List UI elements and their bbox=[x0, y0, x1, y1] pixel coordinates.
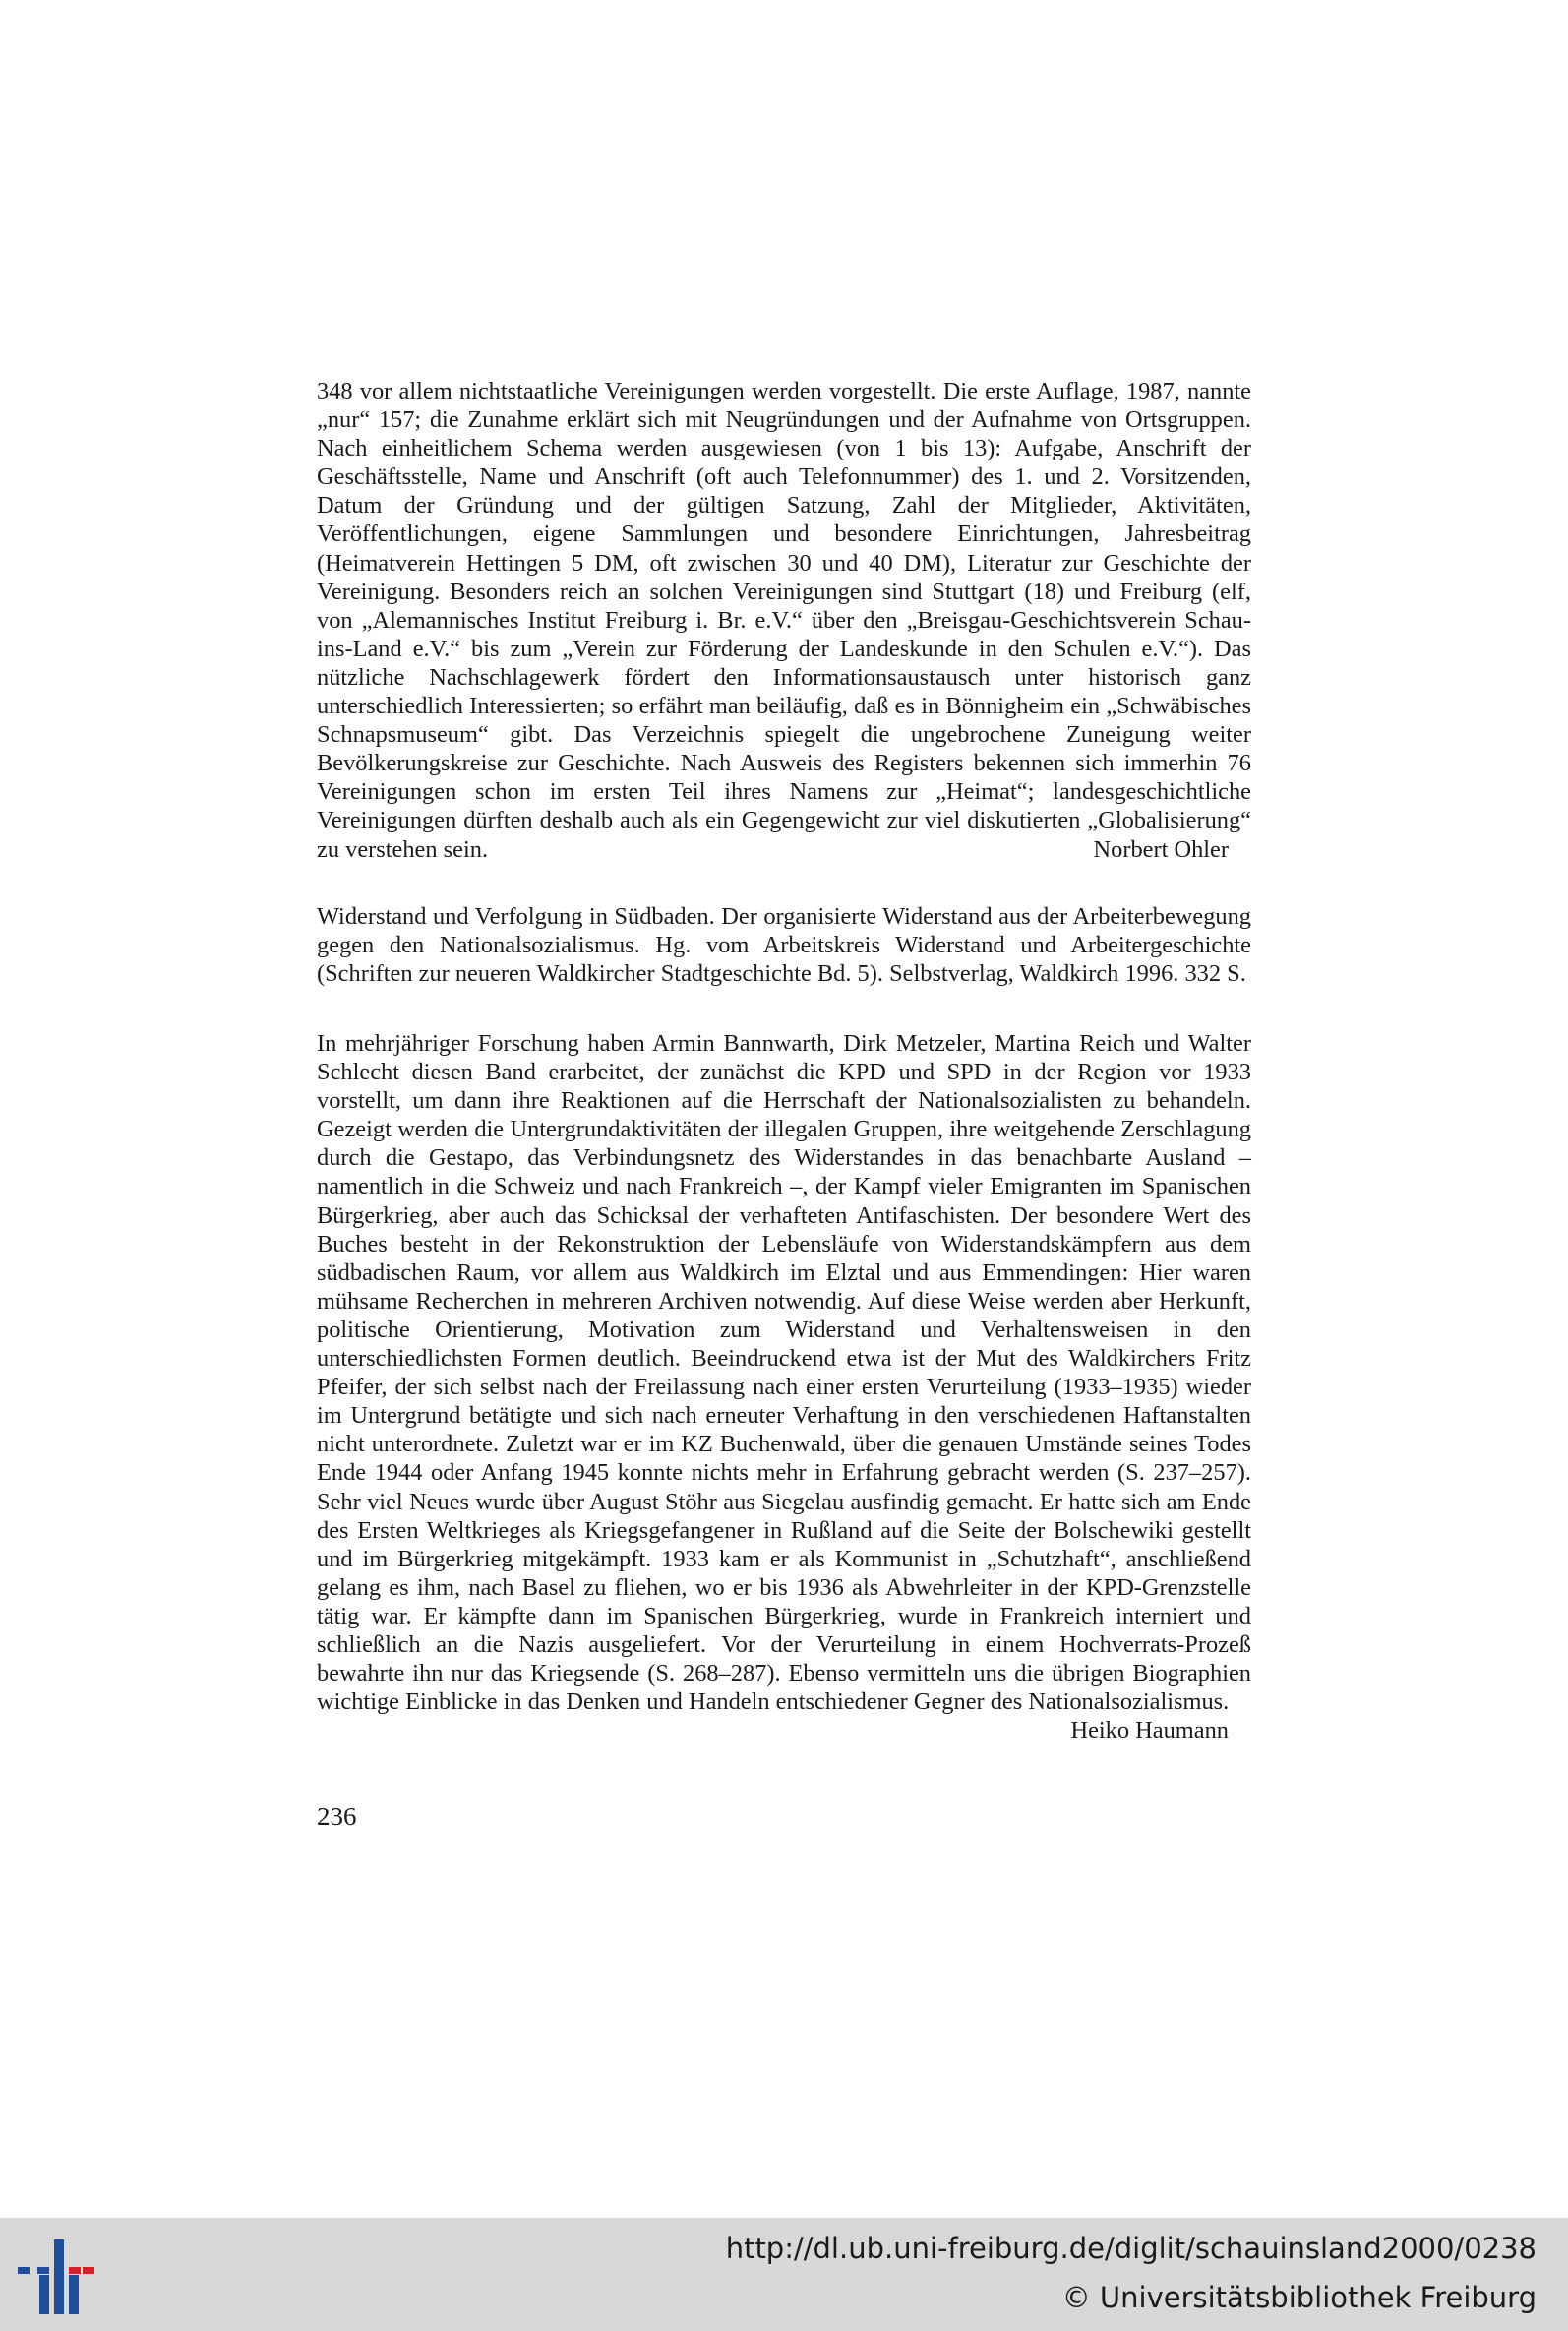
copyright-notice: © Universitätsbibliothek Freiburg bbox=[1061, 2281, 1537, 2314]
bibliography-entry: Widerstand und Verfolgung in Südbaden. Der organisierte Widerstand aus der Arbeiterbewegung gegen den Nationalsozialismus. Hg. vom Arbeitskreis Widerstand und Arbeitergeschichte (Schriften zur neueren Waldkircher Stadtgeschichte Bd. 5). Selbstverlag, Waldkirch 1996. 332 S. bbox=[317, 903, 1251, 988]
review-text: In mehrjähriger Forschung haben Armin Bannwarth, Dirk Metzeler, Martina Reich und Walter Schlecht diesen Band erarbeitet, der zunächst die KPD und SPD in der Region vor 1933 vorstellt, um dann ihre Reaktionen auf die Herrschaft der Nationalsozialisten zu behandeln. Gezeigt werden die Untergrundaktivitäten der illegalen Gruppen, ihre weitgehende Zerschlagung durch die Gestapo, das Verbindungsnetz des Widerstandes in das benachbarte Ausland – namentlich in die Schweiz und nach Frankreich –, der Kampf vieler Emigranten im Spanischen Bürgerkrieg, aber auch das Schicksal der verhafteten Antifaschisten. Der besondere Wert des Buches besteht in der Rekonstruktion der Lebensläufe von Widerstandskämpfern aus dem südbadischen Raum, vor allem aus Waldkirch im Elztal und aus Emmendingen: Hier waren mühsame Recherchen in mehreren Archiven notwendig. Auf diese Weise werden aber Herkunft, politische Orientierung, Motivation zum Widerstand und Verhaltensweisen in den unterschiedlichsten Formen deutlich. Beeindruckend etwa ist der Mut des Waldkirchers Fritz Pfeifer, der sich selbst nach der Freilassung nach einer ersten Verurteilung (1933–1935) wieder im Untergrund betätigte und sich nach erneuter Verhaftung in den verschiedenen Haftanstalten nicht unterordnete. Zuletzt war er im KZ Buchenwald, über die genauen Umstände seines Todes Ende 1944 oder Anfang 1945 konnte nichts mehr in Erfahrung gebracht werden (S. 237–257). Sehr viel Neues wurde über August Stöhr aus Siegelau ausfindig gemacht. Er hatte sich am Ende des Ersten Weltkrieges als Kriegsgefangener in Rußland auf die Seite der Bolschewiki gestellt und im Bürgerkrieg mitgekämpft. 1933 kam er als Kommunist in „Schutzhaft“, anschließend gelang es ihm, nach Basel zu fliehen, wo er bis 1936 als Abwehrleiter in der KPD-Grenzstelle tätig war. Er kämpfte dann im Spanischen Bürgerkrieg, wurde in Frankreich interniert und schließlich an die Nazis ausgeliefert. Vor der Verurteilung in einem Hochverrats-Prozeß bewahrte ihn nur das Kriegsende (S. 268–287). Ebenso vermitteln uns die übrigen Biographien wichtige Einblicke in das Denken und Handeln entschiedener Gegner des Nationalsozialismus. bbox=[317, 1030, 1251, 1716]
review-body bbox=[317, 377, 1251, 864]
source-url-link[interactable]: http://dl.ub.uni-freiburg.de/diglit/schauinsland2000/0238 bbox=[725, 2232, 1537, 2265]
review-body bbox=[317, 1029, 1251, 1745]
footer-bar bbox=[0, 2218, 1568, 2331]
page-number: 236 bbox=[317, 1802, 357, 1831]
review-text: 348 vor allem nichtstaatliche Vereinigungen werden vorgestellt. Die erste Auflage, 1987, nannte „nur“ 157; die Zunahme erklärt sich mit Neugründungen und der Aufnahme von Ortsgruppen. Nach einheitlichem Schema werden ausgewiesen (von 1 bis 13): Aufgabe, Anschrift der Geschäftsstelle, Name und Anschrift (oft auch Telefonnummer) des 1. und 2. Vorsitzenden, Datum der Gründung und der gültigen Satzung, Zahl der Mitglieder, Aktivitäten, Veröffentlichungen, eigene Sammlungen und besondere Einrichtungen, Jahresbeitrag (Heimatverein Hettingen 5 DM, oft zwischen 30 und 40 DM), Literatur zur Geschichte der Vereinigung. Besonders reich an solchen Vereinigungen sind Stuttgart (18) und Freiburg (elf, von „Alemannisches Institut Freiburg i. Br. e.V.“ über den „Breisgau-Geschichtsverein Schau-ins-Land e.V.“ bis zum „Verein zur Förderung der Landeskunde in den Schulen e.V.“). Das nützliche Nachschlagewerk fördert den Informationsaustausch unter historisch ganz unterschiedlich Interessierten; so erfährt man beiläufig, daß es in Bönnigheim ein „Schwäbisches Schnapsmuseum“ gibt. Das Verzeichnis spiegelt die ungebrochene Zuneigung weiter Bevölkerungskreise zur Geschichte. Nach Ausweis des Registers bekennen sich immerhin 76 Vereinigungen schon im ersten Teil ihres Namens zur „Heimat“; landesgeschichtliche Vereinigungen dürften deshalb auch als ein Gegengewicht zur viel diskutierten „Globalisierung“ zu verstehen sein. bbox=[317, 378, 1251, 863]
review-norbert-ohler bbox=[317, 377, 1251, 864]
ub-freiburg-logo-icon bbox=[18, 2236, 96, 2314]
review-author: Norbert Ohler bbox=[1093, 835, 1229, 863]
review-author: Heiko Haumann bbox=[1070, 1717, 1229, 1745]
book-bibliography bbox=[317, 902, 1251, 988]
review-heiko-haumann bbox=[317, 1029, 1251, 1745]
